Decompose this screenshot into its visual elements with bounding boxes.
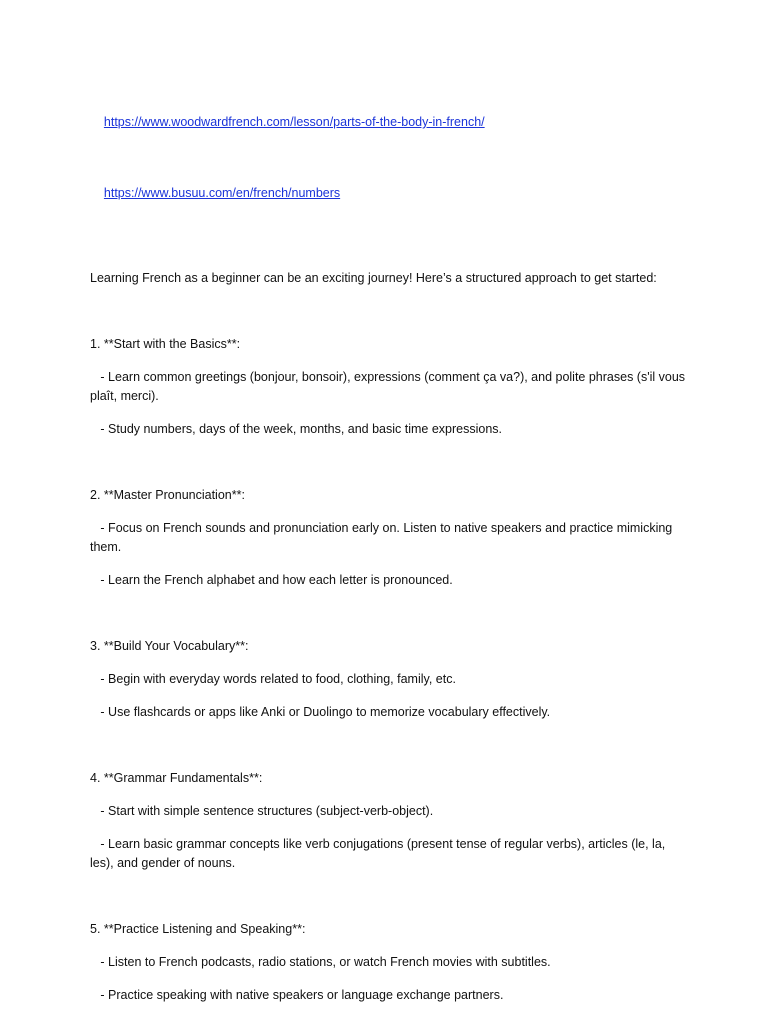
list-item: - Learn basic grammar concepts like verb conjugations (present tense of regular verbs), articles (le, la, les), and gender of nouns. bbox=[90, 837, 669, 870]
list-item: - Learn common greetings (bonjour, bonsoir), expressions (comment ça va?), and polite phrases (s'il vous plaît, merci). bbox=[90, 370, 689, 403]
link-paragraph bbox=[90, 94, 690, 151]
busuu-link[interactable]: https://www.busuu.com/en/french/numbers bbox=[103, 186, 341, 200]
list-item: - Focus on French sounds and pronunciation early on. Listen to native speakers and practice mimicking them. bbox=[90, 521, 676, 554]
intro-paragraph: Learning French as a beginner can be an exciting journey! Here’s a structured approach to get started: bbox=[90, 271, 657, 285]
list-item: - Start with simple sentence structures (subject-verb-object). bbox=[90, 804, 434, 818]
woodwardfrench-link[interactable]: https://www.woodwardfrench.com/lesson/parts-of-the-body-in-french/ bbox=[103, 115, 485, 129]
section-heading: 1. **Start with the Basics**: bbox=[90, 337, 241, 351]
section-heading: 4. **Grammar Fundamentals**: bbox=[90, 771, 263, 785]
list-item: - Use flashcards or apps like Anki or Duolingo to memorize vocabulary effectively. bbox=[90, 705, 551, 719]
section-heading: 2. **Master Pronunciation**: bbox=[90, 488, 245, 502]
section-heading: 3. **Build Your Vocabulary**: bbox=[90, 639, 249, 653]
document-page bbox=[90, 94, 690, 1005]
list-item: - Practice speaking with native speakers or language exchange partners. bbox=[90, 988, 504, 1002]
section-heading: 5. **Practice Listening and Speaking**: bbox=[90, 922, 306, 936]
list-item: - Listen to French podcasts, radio stations, or watch French movies with subtitles. bbox=[90, 955, 551, 969]
list-item: - Begin with everyday words related to food, clothing, family, etc. bbox=[90, 672, 456, 686]
link-paragraph bbox=[90, 165, 690, 222]
list-item: - Learn the French alphabet and how each letter is pronounced. bbox=[90, 573, 453, 587]
list-item: - Study numbers, days of the week, months, and basic time expressions. bbox=[90, 422, 503, 436]
